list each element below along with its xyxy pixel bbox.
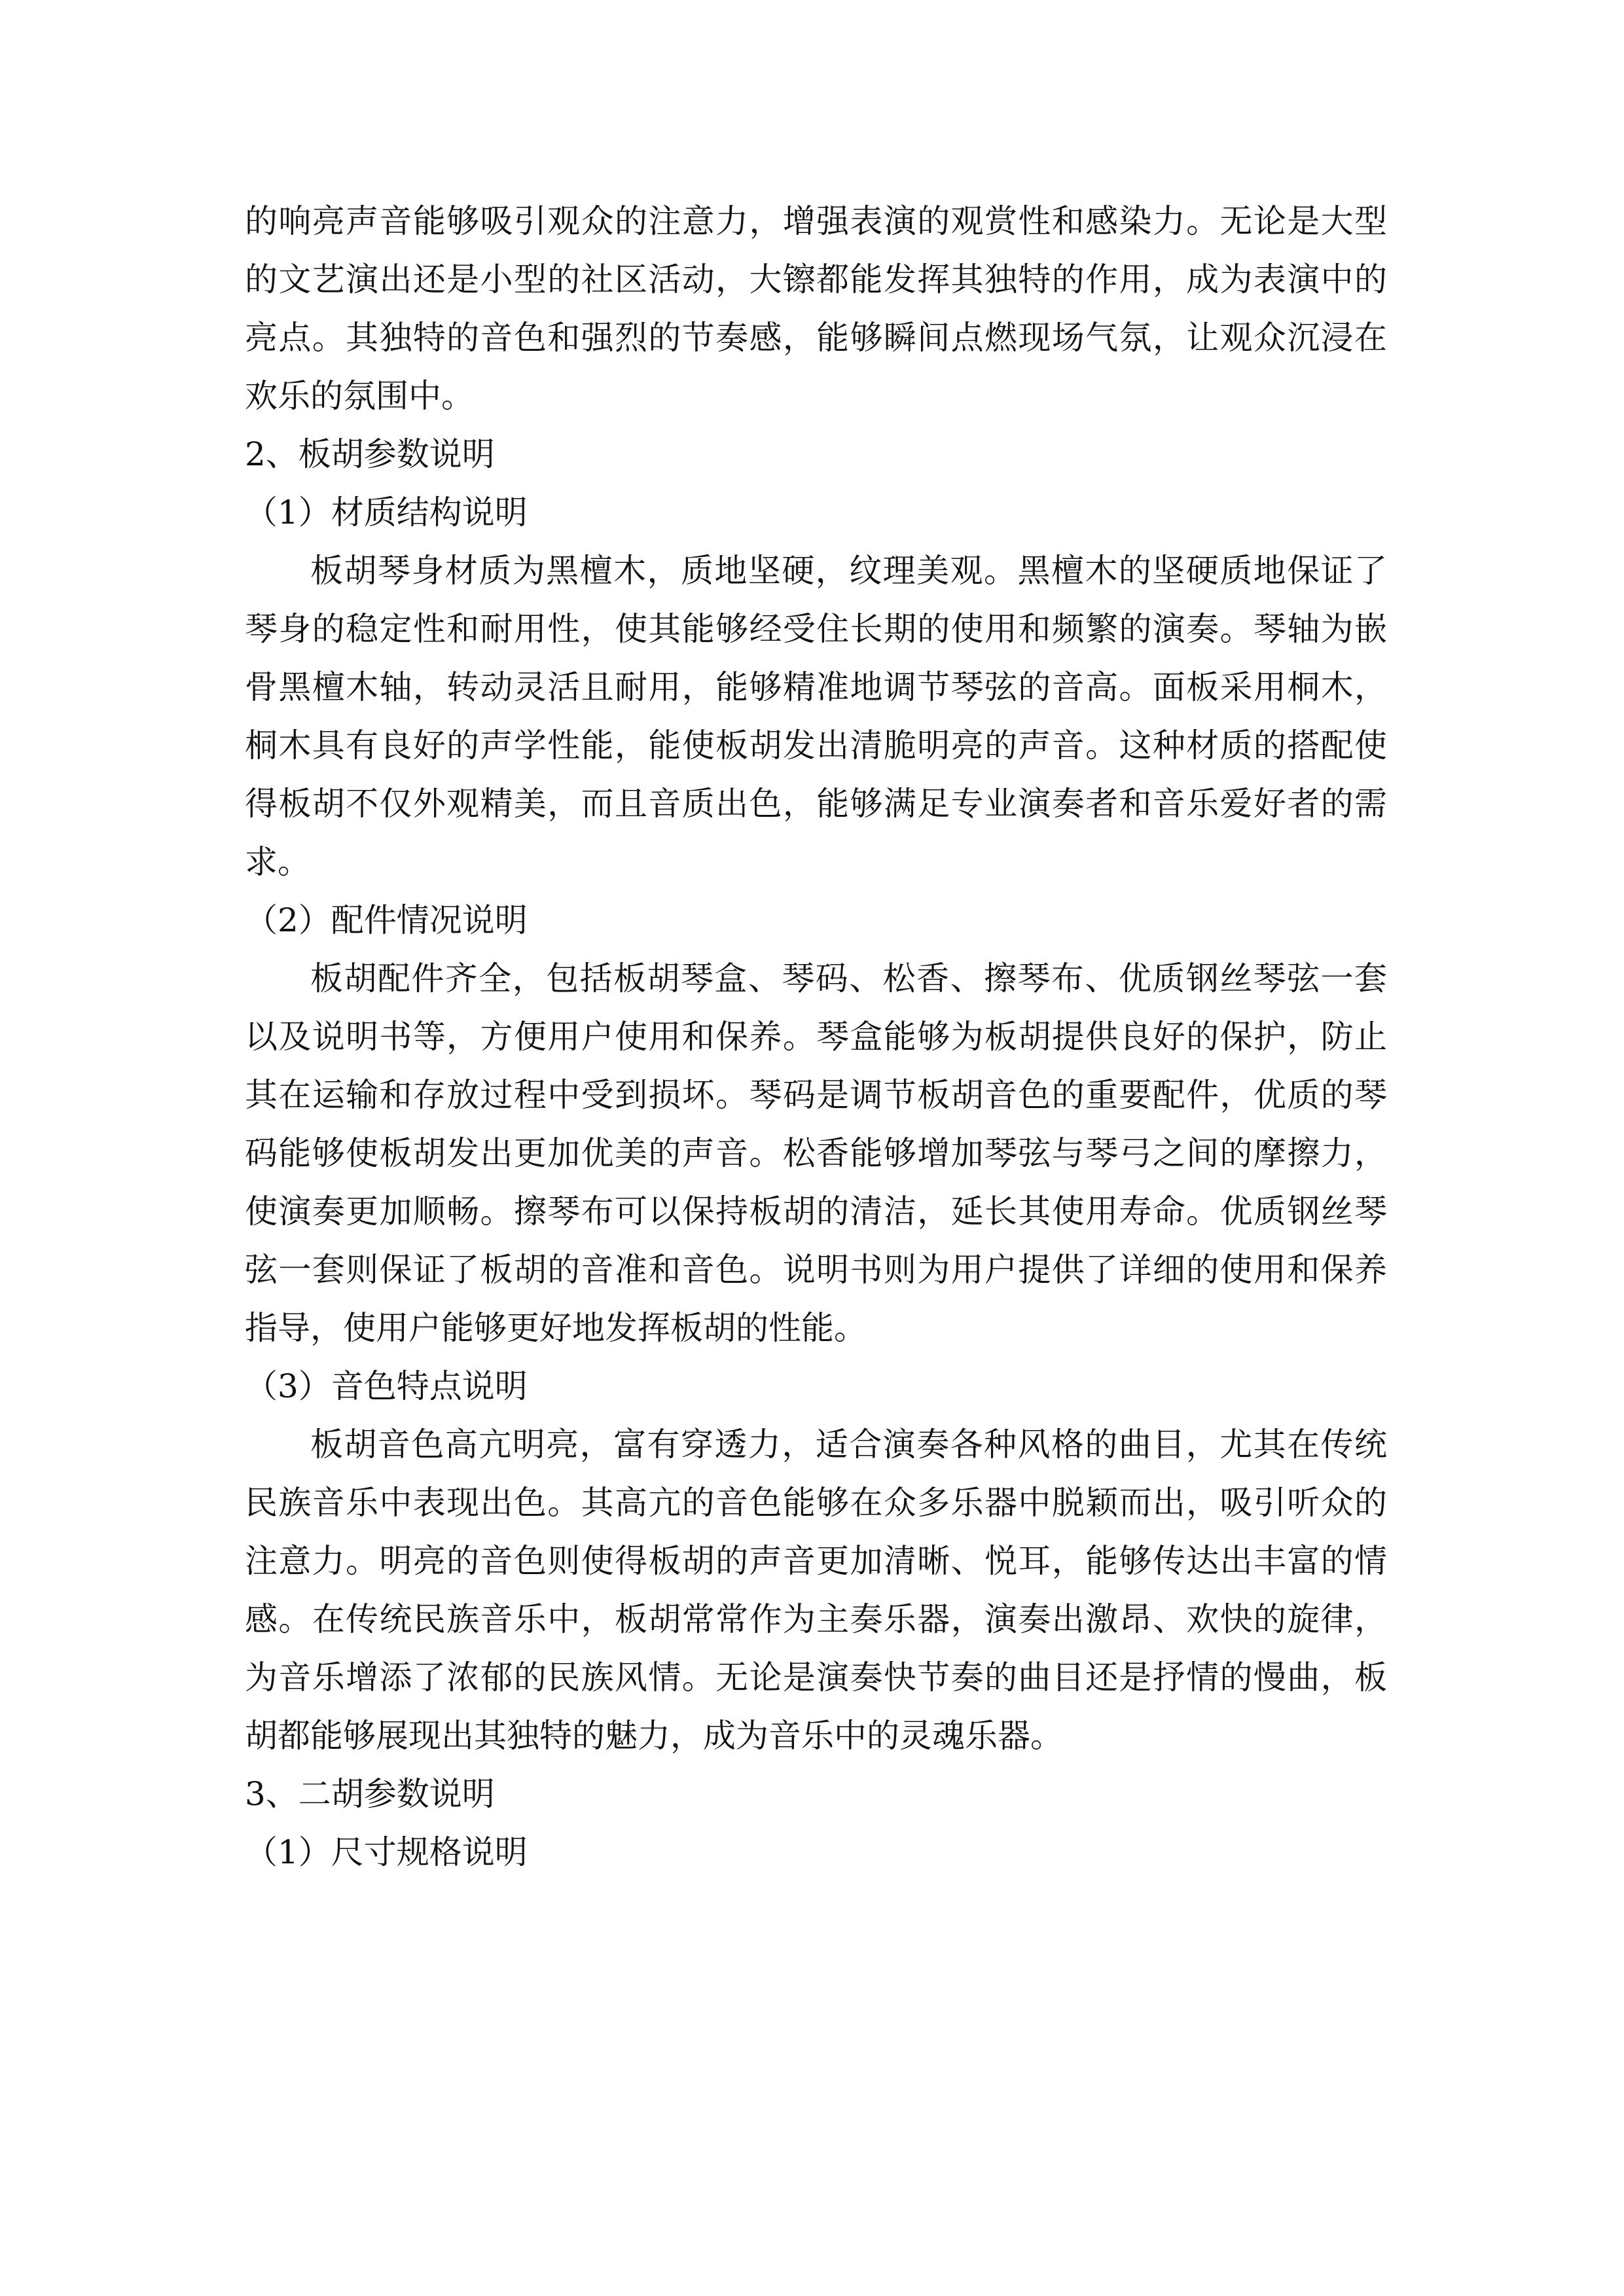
intro-paragraph: 的响亮声音能够吸引观众的注意力，增强表演的观赏性和感染力。无论是大型的文艺演出还是小型的社区活动，大镲都能发挥其独特的作用，成为表演中的亮点。其独特的音色和强烈的节奏感，能够瞬间点燃现场气氛，让观众沉浸在欢乐的氛围中。 xyxy=(245,202,1387,415)
section-3-heading: 3、二胡参数说明 xyxy=(245,1775,495,1813)
section-2-3-heading: （3）音色特点说明 xyxy=(245,1367,528,1405)
document-body xyxy=(245,192,1387,1882)
section-3-1-heading: （1）尺寸规格说明 xyxy=(245,1833,528,1871)
section-2-3-paragraph: 板胡音色高亢明亮，富有穿透力，适合演奏各种风格的曲目，尤其在传统民族音乐中表现出色。其高亢的音色能够在众多乐器中脱颖而出，吸引听众的注意力。明亮的音色则使得板胡的声音更加清晰、悦耳，能够传达出丰富的情感。在传统民族音乐中，板胡常常作为主奏乐器，演奏出激昂、欢快的旋律，为音乐增添了浓郁的民族风情。无论是演奏快节奏的曲目还是抒情的慢曲，板胡都能够展现出其独特的魅力，成为音乐中的灵魂乐器。 xyxy=(245,1426,1387,1755)
section-2-2-paragraph: 板胡配件齐全，包括板胡琴盒、琴码、松香、擦琴布、优质钢丝琴弦一套以及说明书等，方便用户使用和保养。琴盒能够为板胡提供良好的保护，防止其在运输和存放过程中受到损坏。琴码是调节板胡音色的重要配件，优质的琴码能够使板胡发出更加优美的声音。松香能够增加琴弦与琴弓之间的摩擦力，使演奏更加顺畅。擦琴布可以保持板胡的清洁，延长其使用寿命。优质钢丝琴弦一套则保证了板胡的音准和音色。说明书则为用户提供了详细的使用和保养指导，使用户能够更好地发挥板胡的性能。 xyxy=(245,960,1387,1347)
section-2-2-heading: （2）配件情况说明 xyxy=(245,901,528,939)
section-2-heading: 2、板胡参数说明 xyxy=(245,435,495,473)
section-2-1-paragraph: 板胡琴身材质为黑檀木，质地坚硬，纹理美观。黑檀木的坚硬质地保证了琴身的稳定性和耐用性，使其能够经受住长期的使用和频繁的演奏。琴轴为嵌骨黑檀木轴，转动灵活且耐用，能够精准地调节琴弦的音高。面板采用桐木，桐木具有良好的声学性能，能使板胡发出清脆明亮的声音。这种材质的搭配使得板胡不仅外观精美，而且音质出色，能够满足专业演奏者和音乐爱好者的需求。 xyxy=(245,552,1387,881)
section-2-1-heading: （1）材质结构说明 xyxy=(245,493,528,531)
